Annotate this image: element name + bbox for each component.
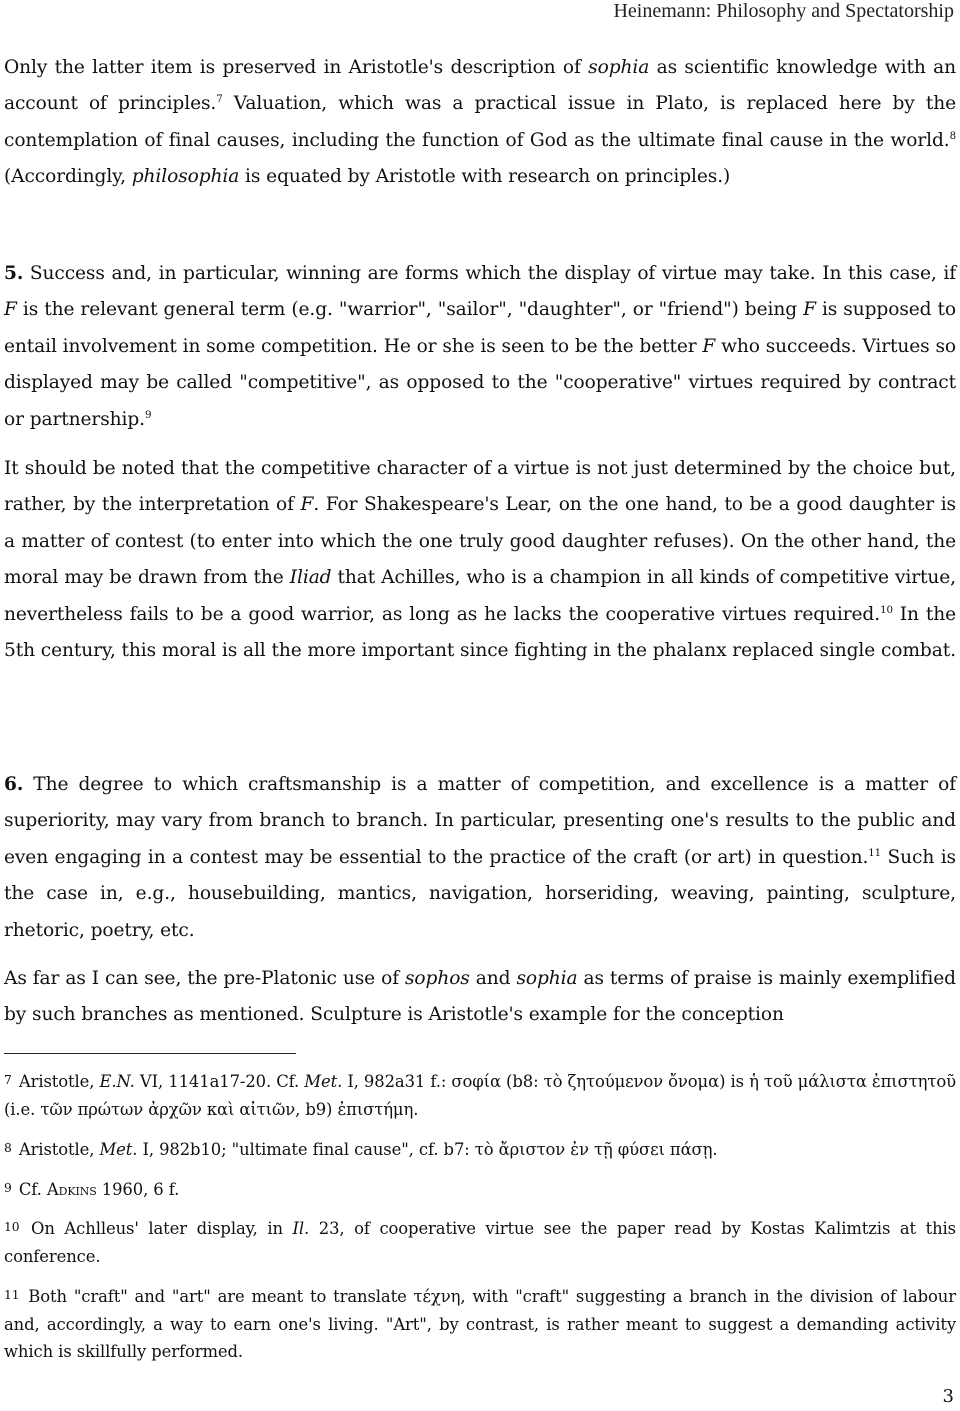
paragraph-3: [4, 451, 956, 669]
text: As far as I can see, the pre-Platonic use of: [4, 968, 405, 989]
footnote-number: 9: [4, 1181, 12, 1195]
italic-term: sophia: [588, 57, 650, 78]
section-number-6: 6.: [4, 774, 24, 795]
italic-term: philosophia: [131, 166, 240, 188]
text: who succeeds. Virtues so displayed may be called "competitive", as opposed to the "cooperative" virtues required by contract or partnership.: [4, 335, 956, 430]
italic-term: sophia: [516, 968, 578, 989]
footnote-number: 10: [4, 1220, 20, 1234]
italic-term: F: [4, 299, 17, 321]
text: Aristotle,: [13, 1140, 100, 1159]
italic-abbrev: Il.: [292, 1219, 310, 1238]
text: Cf.: [13, 1180, 47, 1199]
text: VI, 1141a17-20. Cf.: [134, 1072, 305, 1091]
footnote-11: [4, 1282, 956, 1366]
italic-abbrev: Met.: [99, 1140, 138, 1159]
footnote-8: [4, 1135, 956, 1164]
paragraph-5: [4, 961, 956, 1034]
italic-title: Iliad: [289, 567, 332, 589]
italic-term: sophos: [404, 968, 470, 989]
text: It should be noted that the competitive character of a virtue is not just determined by the choice but, rather, by the interpretation of: [4, 458, 956, 516]
paragraph-1: [4, 50, 956, 196]
text: and: [469, 968, 517, 989]
text: is equated by Aristotle with research on principles.): [239, 166, 731, 188]
footnote-ref-9[interactable]: 9: [145, 409, 152, 421]
running-header: Heinemann: Philosophy and Spectatorship: [613, 0, 954, 22]
text: is the relevant general term (e.g. "warrior", "sailor", "daughter", or "friend") being: [16, 299, 804, 321]
footnote-ref-11[interactable]: 11: [868, 847, 882, 859]
text: Success and, in particular, winning are forms which the display of virtue may take. In this case, if: [23, 263, 956, 284]
footnote-10: [4, 1214, 956, 1270]
text: 1960, 6 f.: [96, 1180, 180, 1199]
footnote-ref-7[interactable]: 7: [216, 94, 223, 106]
footnote-number: 11: [4, 1288, 20, 1302]
text: Aristotle,: [13, 1072, 100, 1091]
text: Valuation, which was a practical issue in Plato, is replaced here by the contemplation of final causes, including the function of God as the ultimate final cause in the world.: [4, 93, 956, 151]
text: I, 982a31 f.: σοφία (b8: τὸ ζητούμενον ὄνομα) is ἡ τοῦ μάλιστα ἐπιστητοῦ (i.e. τῶν πρώτων ἀρχῶν καὶ αἰτιῶν, b9) ἐπιστήμη.: [4, 1072, 956, 1119]
text: is supposed to entail involvement in some competition. He or she is seen to be the better: [4, 299, 956, 357]
footnote-number: 7: [4, 1073, 12, 1087]
text: (Accordingly,: [4, 166, 132, 188]
italic-term: F: [702, 335, 716, 357]
text: I, 982b10; "ultimate final cause", cf. b7: τὸ ἄριστον ἐν τῇ φύσει πάσῃ.: [137, 1140, 718, 1159]
text: Both "craft" and "art" are meant to translate τέχνη, with "craft" suggesting a branch in the division of labour and, accordingly, a way to earn one's living. "Art", by contrast, is rather meant to suggest a demanding activity which is skillfully performed.: [4, 1287, 956, 1361]
italic-term: F: [300, 494, 314, 516]
footnote-9: [4, 1175, 956, 1204]
footnote-ref-8[interactable]: 8: [949, 130, 956, 142]
paragraph-2: [4, 256, 956, 438]
section-number-5: 5.: [4, 263, 24, 284]
text: In the 5th century, this moral is all the more important since fighting in the phalanx replaced single combat.: [4, 603, 956, 662]
footnote-number: 8: [4, 1141, 12, 1155]
text: that Achilles, who is a champion in all kinds of competitive virtue, nevertheless fails to be a good warrior, as long as he lacks the cooperative virtues required.: [4, 567, 956, 625]
footnote-divider: [4, 1053, 296, 1054]
italic-abbrev: E.N.: [99, 1072, 135, 1091]
text: Only the latter item is preserved in Aristotle's description of: [4, 57, 589, 78]
text: as terms of praise is mainly exemplified by such branches as mentioned. Sculpture is Aristotle's example for the conception: [4, 968, 956, 1026]
footnote-ref-10[interactable]: 10: [880, 604, 893, 616]
text: On Achlleus' later display, in: [21, 1219, 293, 1238]
text: The degree to which craftsmanship is a matter of competition, and excellence is a matter of superiority, may vary from branch to branch. In particular, presenting one's results to the public and even engaging in a contest may be essential to the practice of the craft (or art) in question.: [4, 774, 956, 868]
text: as scientific knowledge with an account of principles.: [4, 57, 956, 115]
author-name: Adkins: [46, 1180, 97, 1199]
paragraph-4: [4, 767, 956, 949]
page-number: 3: [942, 1386, 954, 1407]
italic-term: F: [803, 299, 816, 321]
footnote-7: [4, 1067, 956, 1123]
italic-abbrev: Met.: [304, 1072, 343, 1091]
text: Such is the case in, e.g., housebuilding, mantics, navigation, horseriding, weaving, painting, sculpture, rhetoric, poetry, etc.: [4, 846, 956, 941]
text: 23, of cooperative virtue see the paper read by Kostas Kalimtzis at this conference.: [4, 1219, 956, 1266]
text: . For Shakespeare's Lear, on the one hand, to be a good daughter is a matter of contest (to enter into which the one truly good daughter refuses). On the other hand, the moral may be drawn from the: [4, 494, 956, 589]
